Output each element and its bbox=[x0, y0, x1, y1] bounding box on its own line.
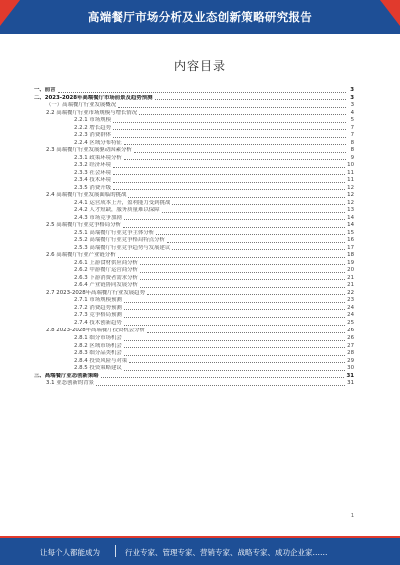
toc-entry[interactable] bbox=[34, 328, 354, 336]
toc-entry[interactable] bbox=[34, 373, 354, 381]
toc-leader-dots bbox=[113, 128, 346, 130]
toc-entry-page: 19 bbox=[347, 259, 354, 266]
toc-leader-dots bbox=[172, 203, 345, 205]
toc-entry-page: 27 bbox=[347, 342, 354, 349]
toc-leader-dots bbox=[124, 369, 345, 371]
toc-entry-title: 2.7.3 竞争格局预测 bbox=[74, 312, 122, 319]
toc-entry-page: 31 bbox=[347, 380, 354, 387]
toc-leader-dots bbox=[113, 181, 345, 183]
toc-leader-dots bbox=[124, 308, 345, 310]
toc-entry[interactable] bbox=[34, 185, 354, 193]
toc-entry[interactable] bbox=[34, 177, 354, 185]
toc-entry-page: 21 bbox=[347, 282, 354, 289]
toc-leader-dots bbox=[162, 211, 346, 213]
toc-entry[interactable] bbox=[34, 222, 354, 230]
toc-entry[interactable] bbox=[34, 365, 354, 373]
toc-entry-title: 2.3.3 社会环境 bbox=[74, 169, 111, 176]
toc-entry[interactable] bbox=[34, 260, 354, 268]
toc-entry-title: 2.5 高端餐厅行业竞争格局分析 bbox=[46, 222, 121, 229]
toc-leader-dots bbox=[124, 158, 346, 160]
toc-entry[interactable] bbox=[34, 335, 354, 343]
toc-entry-page: 12 bbox=[347, 199, 354, 206]
toc-entry[interactable] bbox=[34, 192, 354, 200]
toc-entry[interactable] bbox=[34, 117, 354, 125]
toc-entry-title: 二、2023-2028年高端餐厅市场前景及趋势预测 bbox=[34, 94, 153, 101]
toc-entry-page: 15 bbox=[347, 229, 354, 236]
toc-leader-dots bbox=[124, 339, 345, 341]
toc-entry[interactable] bbox=[34, 380, 354, 388]
toc-entry[interactable] bbox=[34, 140, 354, 148]
toc-entry-title: 2.5.3 高端餐厅行业竞争趋势与发展建议 bbox=[74, 244, 171, 251]
toc-entry[interactable] bbox=[34, 275, 354, 283]
toc-leader-dots bbox=[113, 166, 345, 168]
header-corner-decoration-right bbox=[380, 0, 400, 26]
toc-leader-dots bbox=[124, 218, 345, 220]
toc-leader-dots bbox=[124, 143, 346, 145]
toc-leader-dots bbox=[113, 136, 346, 138]
toc-entry[interactable] bbox=[34, 170, 354, 178]
toc-entry-page: 16 bbox=[347, 237, 354, 244]
toc-leader-dots bbox=[113, 188, 345, 190]
toc-leader-dots bbox=[129, 361, 345, 363]
toc-entry-page: 24 bbox=[347, 312, 354, 319]
toc-entry-page: 9 bbox=[350, 154, 354, 161]
toc-entry[interactable] bbox=[34, 350, 354, 358]
toc-entry-title: 2.2.2 增长趋势 bbox=[74, 124, 111, 131]
toc-entry-page: 24 bbox=[347, 304, 354, 311]
toc-entry-page: 29 bbox=[347, 357, 354, 364]
report-title: 高端餐厅市场分析及业态创新策略研究报告 bbox=[87, 10, 313, 24]
toc-leader-dots bbox=[156, 233, 345, 235]
footer-slogan-right: 行业专家、管理专家、营销专家、战略专家、成功企业家…… bbox=[125, 548, 328, 557]
toc-entry[interactable] bbox=[34, 320, 354, 328]
toc-entry-title: 2.8.3 细分品类机会 bbox=[74, 350, 122, 357]
toc-entry[interactable] bbox=[34, 305, 354, 313]
toc-entry-page: 26 bbox=[347, 327, 354, 334]
toc-leader-dots bbox=[140, 278, 345, 280]
toc-entry-page: 25 bbox=[347, 319, 354, 326]
toc-entry[interactable] bbox=[34, 147, 354, 155]
toc-entry-page: 8 bbox=[350, 147, 354, 154]
toc-leader-dots bbox=[124, 301, 345, 303]
toc-entry-page: 5 bbox=[350, 117, 354, 124]
toc-entry-page: 4 bbox=[350, 109, 354, 116]
toc-leader-dots bbox=[113, 121, 346, 123]
toc-entry-title: 2.5.2 高端餐厅行业竞争格局特点分析 bbox=[74, 237, 165, 244]
toc-leader-dots bbox=[124, 316, 345, 318]
toc-entry-page: 30 bbox=[347, 365, 354, 372]
toc-leader-dots bbox=[140, 271, 345, 273]
toc-leader-dots bbox=[101, 376, 345, 378]
footer-divider bbox=[115, 545, 116, 557]
toc-entry-page: 3 bbox=[350, 102, 354, 109]
toc-entry-title: （一）高端餐厅行业发展概况 bbox=[46, 102, 117, 109]
toc-entry-page: 7 bbox=[350, 124, 354, 131]
toc-entry-title: 3.1 业态创新的背景 bbox=[46, 380, 95, 387]
toc-leader-dots bbox=[167, 241, 345, 243]
toc-leader-dots bbox=[128, 196, 345, 198]
toc-entry-page: 20 bbox=[347, 267, 354, 274]
toc-leader-dots bbox=[58, 91, 346, 93]
toc-leader-dots bbox=[124, 324, 345, 326]
toc-entry[interactable] bbox=[34, 282, 354, 290]
toc-entry-page: 11 bbox=[347, 177, 354, 184]
toc-entry-title: 2.8.5 投资策略建议 bbox=[74, 365, 122, 372]
toc-entry-title: 2.2.1 市场规模 bbox=[74, 117, 111, 124]
toc-entry-title: 2.8.1 细分市场机会 bbox=[74, 335, 122, 341]
toc-entry-page: 31 bbox=[346, 372, 354, 379]
toc-entry[interactable] bbox=[34, 215, 354, 223]
toc-entry-page: 26 bbox=[347, 335, 354, 341]
toc-entry[interactable] bbox=[34, 87, 354, 95]
table-of-contents bbox=[34, 87, 354, 388]
toc-entry-title: 2.4.3 市场竞争加剧 bbox=[74, 214, 122, 221]
toc-entry-page: 3 bbox=[350, 87, 354, 93]
toc-entry-title: 2.7 2023-2028年高端餐厅行业发展趋势 bbox=[46, 289, 145, 296]
toc-entry-title: 2.7.1 市场规模预测 bbox=[74, 297, 122, 304]
toc-entry[interactable] bbox=[34, 358, 354, 366]
footer-accent-bar bbox=[0, 536, 400, 538]
toc-entry-title: 2.3.5 消费升级 bbox=[74, 184, 111, 191]
toc-entry-page: 3 bbox=[350, 94, 354, 101]
toc-entry-title: 2.4.1 运营成本上升，盈利能力受到挑战 bbox=[74, 199, 171, 206]
toc-entry[interactable] bbox=[34, 312, 354, 320]
toc-entry-page: 14 bbox=[347, 214, 354, 221]
toc-entry-title: 2.2.4 区域分布特征 bbox=[74, 139, 122, 146]
toc-entry-title: 2.7.4 技术创新趋势 bbox=[74, 319, 122, 326]
toc-entry-page: 23 bbox=[347, 297, 354, 304]
toc-entry[interactable] bbox=[34, 155, 354, 163]
toc-entry-title: 2.6.1 上游食材供应商分析 bbox=[74, 259, 138, 266]
toc-entry[interactable] bbox=[34, 290, 354, 298]
toc-entry[interactable] bbox=[34, 125, 354, 133]
toc-entry[interactable] bbox=[34, 237, 354, 245]
toc-entry-page: 12 bbox=[347, 192, 354, 199]
toc-entry-title: 2.3 高端餐厅行业发展驱动因素分析 bbox=[46, 147, 132, 154]
toc-entry-title: 2.8.4 投资风险与对策 bbox=[74, 357, 128, 364]
toc-leader-dots bbox=[96, 384, 345, 386]
toc-entry-title: 2.8 2023-2028年高端餐厅投资机会分析 bbox=[46, 327, 145, 334]
toc-heading: 内容目录 bbox=[173, 59, 226, 73]
toc-entry[interactable] bbox=[34, 200, 354, 208]
toc-entry[interactable] bbox=[34, 245, 354, 253]
toc-entry-page: 10 bbox=[347, 162, 354, 169]
report-footer bbox=[0, 536, 400, 565]
toc-entry[interactable] bbox=[34, 343, 354, 351]
toc-entry-title: 2.6.4 产业链协同发展分析 bbox=[74, 282, 138, 289]
toc-leader-dots bbox=[118, 106, 346, 108]
toc-entry-title: 2.3.2 经济环境 bbox=[74, 162, 111, 169]
toc-entry[interactable] bbox=[34, 230, 354, 238]
toc-entry-page: 21 bbox=[347, 274, 354, 281]
toc-leader-dots bbox=[139, 113, 346, 115]
toc-entry-title: 2.2 高端餐厅行业市场规模与增长情况 bbox=[46, 109, 138, 116]
toc-entry-page: 14 bbox=[347, 222, 354, 229]
toc-entry[interactable] bbox=[34, 110, 354, 118]
toc-entry[interactable] bbox=[34, 297, 354, 305]
toc-entry-title: 2.6.2 中游餐厅运营商分析 bbox=[74, 267, 138, 274]
toc-leader-dots bbox=[147, 293, 345, 295]
toc-entry-page: 28 bbox=[347, 350, 354, 357]
toc-leader-dots bbox=[113, 173, 345, 175]
toc-entry-title: 2.6.3 下游消费者需求分析 bbox=[74, 274, 138, 281]
toc-leader-dots bbox=[172, 248, 345, 250]
toc-leader-dots bbox=[124, 346, 345, 348]
toc-entry[interactable] bbox=[34, 102, 354, 110]
toc-entry-page: 8 bbox=[350, 139, 354, 146]
report-header bbox=[0, 0, 400, 34]
footer-slogan-left: 让每个人都能成为 bbox=[40, 548, 100, 557]
toc-leader-dots bbox=[118, 256, 346, 258]
toc-entry[interactable] bbox=[34, 252, 354, 260]
toc-entry-title: 一、前言 bbox=[34, 87, 56, 93]
toc-entry[interactable] bbox=[34, 207, 354, 215]
toc-leader-dots bbox=[123, 226, 345, 228]
toc-entry-page: 7 bbox=[350, 132, 354, 139]
toc-leader-dots bbox=[155, 98, 347, 100]
toc-entry[interactable] bbox=[34, 267, 354, 275]
toc-entry-page: 18 bbox=[347, 252, 354, 259]
toc-entry-title: 2.3.1 政策环境分析 bbox=[74, 154, 122, 161]
toc-entry[interactable] bbox=[34, 132, 354, 140]
toc-entry-title: 2.4 高端餐厅行业发展面临的挑战 bbox=[46, 192, 127, 199]
toc-leader-dots bbox=[140, 286, 345, 288]
toc-entry-title: 2.7.2 消费趋势预测 bbox=[74, 304, 122, 311]
page-number: 1 bbox=[350, 513, 354, 519]
toc-entry-title: 2.2.3 消费群体 bbox=[74, 132, 111, 139]
toc-entry[interactable] bbox=[34, 95, 354, 103]
toc-entry-title: 三、高端餐厅业态创新策略 bbox=[34, 372, 99, 379]
toc-entry[interactable] bbox=[34, 162, 354, 170]
toc-entry-page: 17 bbox=[347, 244, 354, 251]
toc-entry-page: 11 bbox=[347, 169, 354, 176]
toc-leader-dots bbox=[134, 151, 346, 153]
toc-entry-page: 13 bbox=[347, 207, 354, 214]
toc-leader-dots bbox=[147, 331, 345, 333]
toc-entry-title: 2.4.2 人才短缺，服务质量难以保障 bbox=[74, 207, 160, 214]
toc-entry-title: 2.3.4 技术环境 bbox=[74, 177, 111, 184]
toc-entry-page: 22 bbox=[347, 289, 354, 296]
toc-entry-title: 2.8.2 区域市场机会 bbox=[74, 342, 122, 349]
toc-entry-title: 2.5.1 高端餐厅行业竞争主体分析 bbox=[74, 229, 155, 236]
toc-entry-page: 12 bbox=[347, 184, 354, 191]
toc-leader-dots bbox=[140, 263, 345, 265]
toc-leader-dots bbox=[124, 354, 345, 356]
toc-entry-title: 2.6 高端餐厅行业产业链分析 bbox=[46, 252, 116, 259]
